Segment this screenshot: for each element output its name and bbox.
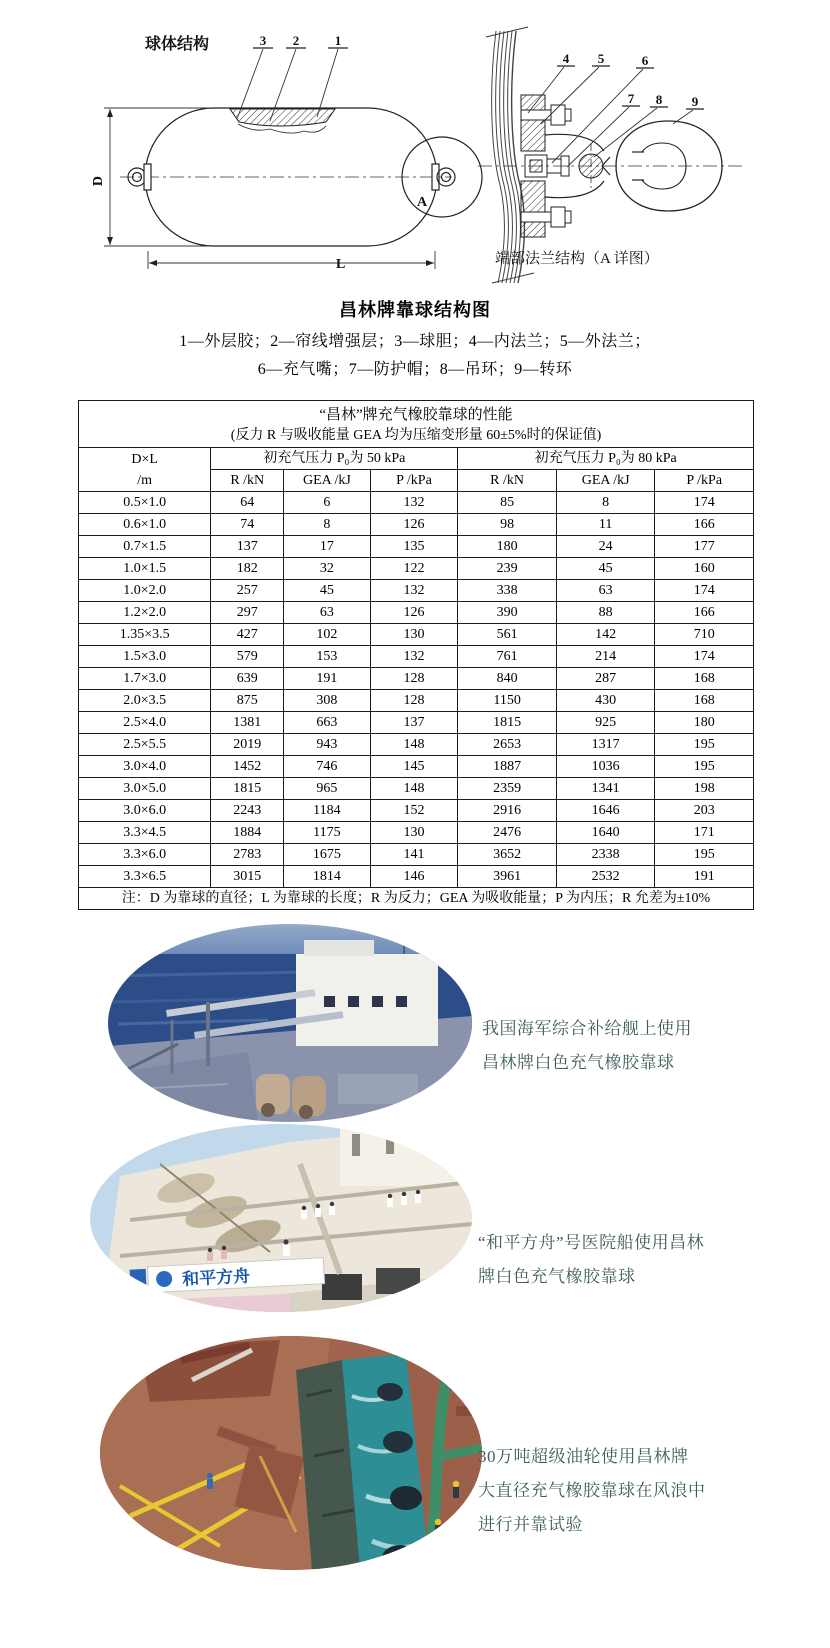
- caption-line: “和平方舟”号医院船使用昌林: [478, 1233, 705, 1252]
- table-cell: 2359: [458, 778, 557, 800]
- table-cell: 146: [370, 866, 458, 888]
- part-number-3: 3: [259, 33, 267, 48]
- part-number-1: 1: [334, 33, 342, 48]
- table-row: [79, 712, 754, 734]
- photo-navy-supply-ship: [108, 924, 472, 1122]
- table-cell: 195: [655, 844, 754, 866]
- table-cell: 761: [458, 646, 557, 668]
- caption-line: 牌白色充气橡胶靠球: [478, 1267, 636, 1286]
- fender-structure-diagram: [80, 25, 760, 297]
- legend-line-2: 6—充气嘴；7—防护帽；8—吊环；9—转环: [257, 361, 573, 378]
- table-cell: 137: [370, 712, 458, 734]
- table-cell: 1.35×3.5: [79, 624, 211, 646]
- table-cell: 128: [370, 668, 458, 690]
- table-cell: 1036: [556, 756, 655, 778]
- table-cell: 3.0×6.0: [79, 800, 211, 822]
- table-cell: 1150: [458, 690, 557, 712]
- table-cell: 177: [655, 536, 754, 558]
- table-cell: 171: [655, 822, 754, 844]
- table-row: [79, 844, 754, 866]
- table-cell: 3.3×6.0: [79, 844, 211, 866]
- table-cell: 965: [284, 778, 370, 800]
- photo-1-caption: [482, 1012, 692, 1080]
- table-cell: 74: [211, 514, 284, 536]
- table-cell: 152: [370, 800, 458, 822]
- table-cell: 427: [211, 624, 284, 646]
- detail-marker-a: A: [417, 195, 428, 210]
- left-deck-detail: [100, 1336, 330, 1570]
- table-cell: 11: [556, 514, 655, 536]
- table-cell: 390: [458, 602, 557, 624]
- col-header-p50: P /kPa: [370, 470, 458, 492]
- caption-line: 30万吨超级油轮使用昌林牌: [478, 1447, 689, 1466]
- table-cell: 3015: [211, 866, 284, 888]
- photo-2-caption: [478, 1226, 704, 1294]
- table-cell: 64: [211, 492, 284, 514]
- table-row: [79, 866, 754, 888]
- table-row: [79, 756, 754, 778]
- table-cell: 142: [556, 624, 655, 646]
- table-cell: 0.6×1.0: [79, 514, 211, 536]
- fender-ball: [390, 1486, 422, 1510]
- table-row: [79, 690, 754, 712]
- table-cell: 925: [556, 712, 655, 734]
- table-cell: 710: [655, 624, 754, 646]
- table-cell: 195: [655, 734, 754, 756]
- table-cell: 1.5×3.0: [79, 646, 211, 668]
- table-cell: 180: [458, 536, 557, 558]
- legend-line-1: 1—外层胶；2—帘线增强层；3—球胆；4—内法兰；5—外法兰；: [179, 333, 651, 350]
- dimension-d-label: D: [91, 175, 106, 187]
- table-cell: 45: [556, 558, 655, 580]
- photo-navy-supply-ship-art: [108, 924, 472, 1122]
- table-cell: 182: [211, 558, 284, 580]
- fender-ball: [377, 1383, 403, 1401]
- table-cell: 1452: [211, 756, 284, 778]
- table-cell: 943: [284, 734, 370, 756]
- part-number-4: 4: [562, 51, 570, 66]
- table-cell: 3.3×4.5: [79, 822, 211, 844]
- table-title: “昌林”牌充气橡胶靠球的性能: [319, 407, 513, 423]
- photo-tanker-berthing-art: [100, 1336, 482, 1570]
- table-cell: 1640: [556, 822, 655, 844]
- flange-detail-drawing: [478, 27, 744, 283]
- table-cell: 639: [211, 668, 284, 690]
- table-cell: 141: [370, 844, 458, 866]
- table-cell: 160: [655, 558, 754, 580]
- table-note-row: [79, 888, 754, 910]
- table-cell: 8: [556, 492, 655, 514]
- table-cell: 166: [655, 602, 754, 624]
- table-cell: 166: [655, 514, 754, 536]
- table-cell: 746: [284, 756, 370, 778]
- table-cell: 1.2×2.0: [79, 602, 211, 624]
- table-cell: 88: [556, 602, 655, 624]
- part-number-6: 6: [641, 53, 649, 68]
- table-cell: 153: [284, 646, 370, 668]
- table-cell: 430: [556, 690, 655, 712]
- table-cell: 875: [211, 690, 284, 712]
- table-cell: 2338: [556, 844, 655, 866]
- fender-ball: [383, 1431, 413, 1453]
- table-cell: 287: [556, 668, 655, 690]
- col-header-gea80: GEA /kJ: [556, 470, 655, 492]
- table-cell: 2532: [556, 866, 655, 888]
- table-row: [79, 646, 754, 668]
- table-row: [79, 536, 754, 558]
- table-cell: 130: [370, 624, 458, 646]
- table-title-cell: [79, 401, 754, 448]
- flange-detail-caption: 端部法兰结构（A 详图）: [495, 251, 659, 267]
- table-cell: 63: [284, 602, 370, 624]
- table-cell: 24: [556, 536, 655, 558]
- table-cell: 148: [370, 778, 458, 800]
- table-cell: 2783: [211, 844, 284, 866]
- caption-line: 我国海军综合补给舰上使用: [482, 1019, 692, 1038]
- table-cell: 195: [655, 756, 754, 778]
- photo-tanker-berthing: [100, 1336, 482, 1570]
- table-cell: 1.0×1.5: [79, 558, 211, 580]
- table-row: [79, 514, 754, 536]
- table-row: [79, 624, 754, 646]
- col-header-dxl: [79, 448, 211, 492]
- table-cell: 1815: [458, 712, 557, 734]
- table-row: [79, 580, 754, 602]
- table-cell: 191: [284, 668, 370, 690]
- table-cell: 128: [370, 690, 458, 712]
- table-cell: 2653: [458, 734, 557, 756]
- table-row: [79, 778, 754, 800]
- table-title-row: [79, 401, 754, 448]
- table-cell: 180: [655, 712, 754, 734]
- table-cell: 1815: [211, 778, 284, 800]
- table-row: [79, 558, 754, 580]
- table-cell: 203: [655, 800, 754, 822]
- table-cell: 145: [370, 756, 458, 778]
- dxl-label: D×L: [131, 451, 158, 467]
- table-cell: 2.5×4.0: [79, 712, 211, 734]
- table-cell: 1175: [284, 822, 370, 844]
- ball-drawing: [91, 33, 482, 272]
- caption-line: 昌林牌白色充气橡胶靠球: [482, 1053, 675, 1072]
- table-cell: 6: [284, 492, 370, 514]
- table-cell: 3652: [458, 844, 557, 866]
- part-number-5: 5: [597, 51, 605, 66]
- table-cell: 2476: [458, 822, 557, 844]
- table-cell: 198: [655, 778, 754, 800]
- table-subtitle: (反力 R 与吸收能量 GEA 均为压缩变形量 60±5%时的保证值): [230, 428, 602, 443]
- table-cell: 1675: [284, 844, 370, 866]
- table-row: [79, 492, 754, 514]
- dimension-l-label: L: [336, 257, 346, 272]
- table-row: [79, 668, 754, 690]
- table-cell: 2243: [211, 800, 284, 822]
- table-cell: 137: [211, 536, 284, 558]
- table-cell: 0.7×1.5: [79, 536, 211, 558]
- table-cell: 2.0×3.5: [79, 690, 211, 712]
- table-cell: 663: [284, 712, 370, 734]
- table-cell: 174: [655, 646, 754, 668]
- table-cell: 132: [370, 646, 458, 668]
- part-number-7: 7: [627, 91, 635, 106]
- table-cell: 1317: [556, 734, 655, 756]
- table-cell: 168: [655, 690, 754, 712]
- photo-hospital-ship-art: [90, 1124, 472, 1312]
- table-cell: 2.5×5.5: [79, 734, 211, 756]
- table-cell: 17: [284, 536, 370, 558]
- table-cell: 338: [458, 580, 557, 602]
- table-note: 注：D 为靠球的直径；L 为靠球的长度；R 为反力；GEA 为吸收能量；P 为内压；R 允差为±10%: [79, 888, 754, 910]
- table-cell: 1.0×2.0: [79, 580, 211, 602]
- table-cell: 257: [211, 580, 284, 602]
- table-cell: 840: [458, 668, 557, 690]
- group-header-80kpa: 初充气压力 P₀为 80 kPa: [458, 448, 754, 470]
- ball-structure-label: 球体结构: [145, 36, 210, 53]
- part-number-8: 8: [655, 92, 663, 107]
- table-header-row-1: [79, 448, 754, 470]
- table-cell: 126: [370, 514, 458, 536]
- table-cell: 1341: [556, 778, 655, 800]
- col-header-r80: R /kN: [458, 470, 557, 492]
- table-cell: 1646: [556, 800, 655, 822]
- table-cell: 98: [458, 514, 557, 536]
- table-cell: 148: [370, 734, 458, 756]
- table-cell: 191: [655, 866, 754, 888]
- table-cell: 1884: [211, 822, 284, 844]
- dxl-unit: /m: [137, 472, 153, 488]
- table-cell: 135: [370, 536, 458, 558]
- table-cell: 174: [655, 580, 754, 602]
- part-number-2: 2: [292, 33, 300, 48]
- table-cell: 63: [556, 580, 655, 602]
- table-cell: 308: [284, 690, 370, 712]
- table-cell: 579: [211, 646, 284, 668]
- table-cell: 122: [370, 558, 458, 580]
- table-row: [79, 602, 754, 624]
- table-cell: 1184: [284, 800, 370, 822]
- part-number-9: 9: [691, 94, 699, 109]
- table-cell: 45: [284, 580, 370, 602]
- table-cell: 102: [284, 624, 370, 646]
- table-cell: 3.3×6.5: [79, 866, 211, 888]
- photo-3-caption: [478, 1440, 706, 1542]
- table-cell: 1814: [284, 866, 370, 888]
- table-cell: 8: [284, 514, 370, 536]
- table-cell: 297: [211, 602, 284, 624]
- table-cell: 3.0×5.0: [79, 778, 211, 800]
- performance-table: [78, 400, 754, 910]
- caption-line: 大直径充气橡胶靠球在风浪中: [478, 1481, 706, 1500]
- caption-line: 进行并靠试验: [478, 1515, 583, 1534]
- col-header-gea50: GEA /kJ: [284, 470, 370, 492]
- banner-text: 和平方舟: [181, 1266, 251, 1290]
- table-row: [79, 734, 754, 756]
- table-cell: 1381: [211, 712, 284, 734]
- col-header-p80: P /kPa: [655, 470, 754, 492]
- table-cell: 32: [284, 558, 370, 580]
- fender-ball: [382, 1545, 418, 1570]
- group-header-50kpa: 初充气压力 P₀为 50 kPa: [211, 448, 458, 470]
- table-row: [79, 822, 754, 844]
- table-cell: 3.0×4.0: [79, 756, 211, 778]
- table-cell: 168: [655, 668, 754, 690]
- photo-hospital-ship: [90, 1124, 472, 1312]
- table-cell: 214: [556, 646, 655, 668]
- table-cell: 0.5×1.0: [79, 492, 211, 514]
- table-cell: 1887: [458, 756, 557, 778]
- figure-caption: 昌林牌靠球结构图: [339, 300, 491, 320]
- col-header-r50: R /kN: [211, 470, 284, 492]
- table-cell: 130: [370, 822, 458, 844]
- table-cell: 85: [458, 492, 557, 514]
- table-cell: 2916: [458, 800, 557, 822]
- table-cell: 3961: [458, 866, 557, 888]
- table-cell: 561: [458, 624, 557, 646]
- table-cell: 239: [458, 558, 557, 580]
- table-row: [79, 800, 754, 822]
- table-cell: 132: [370, 492, 458, 514]
- table-cell: 174: [655, 492, 754, 514]
- table-cell: 1.7×3.0: [79, 668, 211, 690]
- table-cell: 2019: [211, 734, 284, 756]
- table-cell: 126: [370, 602, 458, 624]
- table-cell: 132: [370, 580, 458, 602]
